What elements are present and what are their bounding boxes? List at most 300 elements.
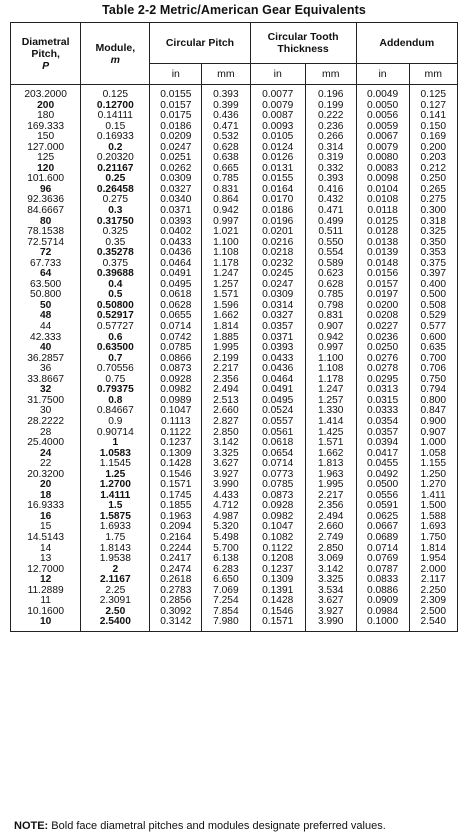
table-cell: 0.0170 <box>262 194 294 206</box>
table-cell: 0.1047 <box>160 405 192 417</box>
table-cell: 0.532 <box>213 131 239 143</box>
table-cell: 0.0714 <box>160 321 192 333</box>
table-cell: 0.57727 <box>96 321 134 333</box>
table-cell: 0.1082 <box>262 531 294 543</box>
table-cell: 1.813 <box>317 458 344 470</box>
table-cell: 0.318 <box>420 215 447 227</box>
table-cell: 0.0436 <box>160 247 192 259</box>
table-cell: 0.0785 <box>262 479 294 491</box>
table-cell: 0.0393 <box>262 342 294 354</box>
table-cell: 0.0049 <box>366 89 399 100</box>
table-cell: 1.500 <box>420 500 447 512</box>
table-cell: 92.3636 <box>27 194 65 206</box>
table-cell: 1.693 <box>420 521 447 533</box>
table-cell: 1.178 <box>213 257 239 269</box>
table-cell: 0.0315 <box>366 394 399 406</box>
table-cell: 0.0309 <box>262 289 294 301</box>
table-cell: 1.100 <box>213 236 239 248</box>
table-cell: 1.2700 <box>99 479 131 491</box>
table-cell: 2.356 <box>317 500 344 512</box>
table-cell: 0.222 <box>317 110 344 122</box>
table-cell: 33.8667 <box>27 373 65 385</box>
table-cell: 0.0175 <box>160 110 192 122</box>
table-cell: 0.3 <box>108 205 123 217</box>
table-cell: 0.0247 <box>160 141 192 153</box>
table-cell: 1.662 <box>213 310 239 322</box>
table-cell: 1.270 <box>420 479 447 491</box>
table-cell: 0.0108 <box>366 194 399 206</box>
unit-ad-in: in <box>356 64 409 85</box>
table-cell: 1.662 <box>317 447 344 459</box>
table-cell: 0.1855 <box>160 500 192 512</box>
table-cell: 0.1122 <box>262 542 293 554</box>
table-cell: 0.0524 <box>262 405 294 417</box>
table-cell: 0.864 <box>213 194 239 206</box>
table-cell: 0.0148 <box>366 257 399 269</box>
table-cell: 80 <box>39 215 52 227</box>
table-cell: 0.0556 <box>366 489 399 501</box>
table-cell: 18 <box>39 489 52 501</box>
table-cell: 1.100 <box>317 352 344 364</box>
table-cell: 2.749 <box>317 531 344 543</box>
table-cell: 0.436 <box>213 110 239 122</box>
table-cell: 0.0714 <box>366 542 399 554</box>
table-cell: 0.0402 <box>160 226 192 238</box>
table-cell: 10 <box>39 616 52 628</box>
table-cell: 0.785 <box>317 289 344 301</box>
table-cell: 0.31750 <box>96 215 134 227</box>
table-cell: 2 <box>112 563 119 575</box>
table-cell: 2.217 <box>317 489 344 501</box>
table-cell: 0.2783 <box>160 584 192 596</box>
table-cell: 0.2618 <box>160 574 192 586</box>
table-cell: 0.200 <box>420 141 447 153</box>
table-cell: 0.0464 <box>262 373 294 385</box>
table-cell: 1.963 <box>317 468 344 480</box>
table-cell: 3.990 <box>317 616 344 628</box>
table-cell: 2.50 <box>105 605 126 617</box>
table-cell: 96 <box>39 183 52 195</box>
table-cell: 25.4000 <box>27 437 65 449</box>
table-cell: 0.1122 <box>160 426 191 438</box>
table-cell: 2.500 <box>420 605 447 617</box>
table-cell: 2.25 <box>105 584 126 596</box>
table-cell: 1.5875 <box>99 510 131 522</box>
table-cell: 0.236 <box>317 120 344 132</box>
table-cell: 0.0125 <box>366 215 399 227</box>
table-cell: 0.0105 <box>262 131 294 143</box>
table-cell: 0.0186 <box>262 205 294 217</box>
table-cell: 15 <box>39 521 52 533</box>
table-cell: 11 <box>40 595 51 607</box>
table-cell: 14.5143 <box>27 531 65 543</box>
table-cell: 1.571 <box>213 289 239 301</box>
table-cell: 0.635 <box>420 342 447 354</box>
table-cell: 0.397 <box>420 268 447 280</box>
table-cell: 63.500 <box>30 278 62 290</box>
table-cell: 0.997 <box>213 215 239 227</box>
table-cell: 0.0295 <box>366 373 399 385</box>
table-cell: 0.0079 <box>262 99 294 111</box>
table-cell: 0.275 <box>420 194 447 206</box>
table-cell: 0.1391 <box>262 584 294 596</box>
table-cell: 0.21167 <box>97 162 134 174</box>
table-cell: 0.638 <box>213 152 239 164</box>
table-cell: 0.2 <box>108 141 123 153</box>
table-cell: 0.471 <box>213 120 239 132</box>
table-cell: 0.0139 <box>366 247 399 259</box>
table-cell: 0.798 <box>317 299 344 311</box>
table-cell: 7.980 <box>213 616 239 628</box>
table-cell: 0.0245 <box>262 268 294 280</box>
table-cell: 0.0080 <box>366 152 399 164</box>
table-cell: 0.7 <box>108 352 123 364</box>
table-cell: 0.16933 <box>96 131 134 143</box>
table-cell: 127.000 <box>27 141 65 153</box>
table-cell: 0.90714 <box>96 426 134 438</box>
table-cell: 0.628 <box>213 141 239 153</box>
table-cell: 0.0164 <box>262 183 294 195</box>
table-cell: 0.0138 <box>366 236 399 248</box>
table-cell: 0.125 <box>102 89 129 100</box>
table-cell: 0.1571 <box>262 616 294 628</box>
table-cell: 169.333 <box>27 120 65 132</box>
table-cell: 0.628 <box>317 278 344 290</box>
table-cell: 1.250 <box>420 468 447 480</box>
table-cell: 0.332 <box>317 162 344 174</box>
table-cell: 1.75 <box>105 531 126 543</box>
table-cell: 0.416 <box>317 183 344 195</box>
table-cell: 0.0278 <box>366 363 399 375</box>
table-cell: 0.0769 <box>366 553 399 565</box>
table-cell: 0.0067 <box>366 131 399 143</box>
table-cell: 0.0886 <box>366 584 399 596</box>
header-circular-pitch: Circular Pitch <box>150 23 250 64</box>
table-cell: 0.0785 <box>160 342 192 354</box>
table-cell: 0.942 <box>213 205 239 217</box>
table-cell: 0.0251 <box>160 152 192 164</box>
table-cell: 0.2164 <box>160 531 192 543</box>
table-cell: 0.1428 <box>160 458 192 470</box>
table-cell: 0.319 <box>317 152 344 164</box>
table-cell: 3.142 <box>317 563 344 575</box>
table-cell: 1 <box>112 437 119 449</box>
table-cell: 1.9538 <box>99 553 131 565</box>
table-cell: 0.0873 <box>160 363 192 375</box>
table-cell: 0.471 <box>317 205 344 217</box>
table-cell: 0.1000 <box>366 616 399 628</box>
table-cell: 0.35278 <box>96 247 134 259</box>
table-cell: 0.0495 <box>262 394 294 406</box>
table-cell: 101.600 <box>27 173 65 185</box>
table-cell: 0.907 <box>317 321 344 333</box>
table-cell: 84.6667 <box>27 205 65 217</box>
table-cell: 0.196 <box>317 89 344 100</box>
table-cell: 0.0126 <box>262 152 294 164</box>
table-cell: 0.1309 <box>160 447 192 459</box>
table-cell: 0.125 <box>420 89 447 100</box>
table-cell: 2.250 <box>420 584 447 596</box>
table-cell: 10.1600 <box>27 605 65 617</box>
table-cell: 0.0209 <box>160 131 192 143</box>
table-cell: 0.750 <box>420 373 447 385</box>
table-cell: 0.511 <box>318 226 344 238</box>
table-cell: 0.0131 <box>262 162 294 174</box>
table-cell: 0.794 <box>420 384 447 396</box>
table-cell: 0.0309 <box>160 173 192 185</box>
table-cell: 150 <box>37 131 55 143</box>
table-cell: 0.529 <box>420 310 447 322</box>
table-cell: 0.0773 <box>262 468 294 480</box>
table-cell: 0.907 <box>420 426 447 438</box>
unit-ad-mm: mm <box>409 64 457 85</box>
table-cell: 0.0155 <box>160 89 192 100</box>
table-cell: 0.6 <box>108 331 123 343</box>
table-cell: 72.5714 <box>27 236 65 248</box>
table-cell: 0.0989 <box>160 394 192 406</box>
table-cell: 0.0232 <box>262 257 294 269</box>
table-cell: 7.254 <box>213 595 239 607</box>
table-cell: 0.500 <box>420 289 447 301</box>
table-cell: 2.513 <box>213 394 239 406</box>
table-cell: 0.20320 <box>96 152 134 164</box>
table-cell: 0.0157 <box>366 278 399 290</box>
table-cell: 0.50800 <box>96 299 134 311</box>
table-cell: 1.178 <box>317 373 344 385</box>
table-cell: 11.2889 <box>27 584 64 596</box>
table-cell: 12.7000 <box>27 563 65 575</box>
table-cell: 7.854 <box>213 605 239 617</box>
table-cell: 0.375 <box>102 257 129 269</box>
table-cell: 1.000 <box>420 437 447 449</box>
table-cell: 0.70556 <box>96 363 134 375</box>
table-cell: 1.995 <box>317 479 344 491</box>
table-cell: 1.247 <box>317 384 344 396</box>
table-cell: 36 <box>39 363 52 375</box>
table-cell: 0.0873 <box>262 489 294 501</box>
table-cell: 0.550 <box>317 236 344 248</box>
table-cell: 0.26458 <box>96 183 134 195</box>
table-cell: 180 <box>37 110 55 122</box>
table-cell: 0.265 <box>420 183 447 195</box>
table-cell: 1.414 <box>317 415 344 427</box>
table-cell: 3.927 <box>213 468 239 480</box>
table-cell: 0.52917 <box>96 310 134 322</box>
note-text: Bold face diametral pitches and modules designate preferred values. <box>51 820 386 832</box>
table-cell: 44 <box>39 321 52 333</box>
table-cell: 125 <box>37 152 55 164</box>
table-cell: 16 <box>39 510 52 522</box>
table-cell: 2.660 <box>317 521 344 533</box>
table-cell: 0.0984 <box>366 605 399 617</box>
table-cell: 6.138 <box>213 553 239 565</box>
table-cell: 0.1963 <box>160 510 192 522</box>
table-cell: 0.0928 <box>262 500 294 512</box>
table-cell: 200 <box>37 99 55 111</box>
table-cell: 1.108 <box>213 247 239 259</box>
table-cell: 3.990 <box>213 479 239 491</box>
table-cell: 1.750 <box>420 531 447 543</box>
table-cell: 0.0218 <box>262 247 294 259</box>
table-cell: 0.1546 <box>160 468 192 480</box>
table-cell: 2.5400 <box>99 616 131 628</box>
table-cell: 0.266 <box>317 131 344 143</box>
table-cell: 0.1546 <box>262 605 294 617</box>
table-cell: 5.498 <box>213 531 239 543</box>
table-cell: 0.0371 <box>160 205 192 217</box>
table-cell: 0.15 <box>105 120 126 132</box>
table-cell: 2.1167 <box>100 574 131 586</box>
table-cell: 0.14111 <box>97 110 133 122</box>
table-cell: 0.0156 <box>366 268 399 280</box>
table-cell: 0.554 <box>317 247 344 259</box>
table-cell: 3.069 <box>317 553 344 565</box>
table-cell: 0.399 <box>213 99 239 111</box>
table-cell: 0.5 <box>108 289 123 301</box>
table-cell: 0.79375 <box>96 384 134 396</box>
table-cell: 0.0200 <box>366 299 399 311</box>
table-cell: 0.2417 <box>160 553 192 565</box>
header-module: Module, m <box>81 23 150 85</box>
table-cell: 0.0667 <box>366 521 399 533</box>
table-note <box>14 820 386 832</box>
table-cell: 28.2222 <box>27 415 65 427</box>
table-cell: 2.356 <box>213 373 239 385</box>
table-cell: 0.589 <box>317 257 344 269</box>
table-cell: 0.0059 <box>366 120 399 132</box>
table-cell: 0.0417 <box>366 447 399 459</box>
table-cell: 0.600 <box>420 331 447 343</box>
table-cell: 1.571 <box>317 437 344 449</box>
table-cell: 2.494 <box>317 510 344 522</box>
table-cell: 13 <box>39 553 52 565</box>
table-cell: 0.0455 <box>366 458 399 470</box>
table-cell: 36.2857 <box>27 352 65 364</box>
table-cell: 0.0333 <box>366 405 399 417</box>
table-cell: 0.0208 <box>366 310 399 322</box>
table-cell: 0.0186 <box>160 120 192 132</box>
table-cell: 2.000 <box>420 563 447 575</box>
table-cell: 0.0077 <box>262 89 294 100</box>
table-cell: 3.142 <box>213 437 239 449</box>
table-cell: 64 <box>39 268 52 280</box>
table-cell: 50.800 <box>30 289 62 301</box>
table-cell: 0.0155 <box>262 173 294 185</box>
table-cell: 32 <box>39 384 52 396</box>
table-cell: 0.0087 <box>262 110 294 122</box>
table-cell: 0.1428 <box>262 595 294 607</box>
table-cell: 0.0689 <box>366 531 399 543</box>
table-cell: 3.534 <box>317 584 344 596</box>
table-cell: 1.8143 <box>99 542 131 554</box>
table-cell: 0.141 <box>420 110 447 122</box>
table-cell: 0.0655 <box>160 310 192 322</box>
table-cell: 0.3092 <box>160 605 192 617</box>
table-cell: 0.0357 <box>366 426 399 438</box>
table-cell: 1.1545 <box>99 458 131 470</box>
table-cell: 0.250 <box>420 173 447 185</box>
table-cell: 50 <box>39 299 52 311</box>
table-cell: 0.0327 <box>160 183 192 195</box>
col-addendum-in <box>356 85 409 632</box>
table-cell: 0.2474 <box>160 563 192 575</box>
table-cell: 3.627 <box>213 458 239 470</box>
table-cell: 0.0714 <box>262 458 294 470</box>
table-body-row <box>11 85 458 632</box>
table-cell: 120 <box>37 162 55 174</box>
table-cell: 0.0909 <box>366 595 399 607</box>
table-cell: 0.0124 <box>262 141 294 153</box>
unit-cp-in: in <box>150 64 202 85</box>
table-cell: 0.0742 <box>160 331 192 343</box>
header-tooth-thickness: Circular Tooth Thickness <box>250 23 356 64</box>
table-cell: 1.411 <box>420 489 446 501</box>
table-cell: 0.0371 <box>262 331 294 343</box>
table-cell: 3.927 <box>317 605 344 617</box>
table-cell: 1.108 <box>317 363 344 375</box>
table-cell: 0.2094 <box>160 521 192 533</box>
table-cell: 0.275 <box>102 194 129 206</box>
table-cell: 28 <box>39 426 52 438</box>
table-cell: 0.942 <box>317 331 344 343</box>
table-cell: 1.6933 <box>99 521 131 533</box>
table-cell: 0.0787 <box>366 563 399 575</box>
table-cell: 2.850 <box>317 542 344 554</box>
table-cell: 20.3200 <box>27 468 65 480</box>
table-cell: 0.12700 <box>96 99 134 111</box>
table-cell: 1.596 <box>213 299 239 311</box>
table-cell: 0.3142 <box>160 616 192 628</box>
table-cell: 0.0093 <box>262 120 294 132</box>
table-cell: 1.155 <box>420 458 447 470</box>
table-cell: 0.9 <box>108 415 123 427</box>
table-cell: 2.199 <box>213 352 239 364</box>
table-cell: 0.203 <box>420 152 447 164</box>
table-cell: 0.0557 <box>262 415 294 427</box>
table-cell: 0.0982 <box>262 510 294 522</box>
table-cell: 0.75 <box>105 373 126 385</box>
table-cell: 7.069 <box>213 584 239 596</box>
table-cell: 0.1113 <box>160 415 191 427</box>
table-cell: 0.0433 <box>262 352 294 364</box>
table-cell: 2.217 <box>213 363 239 375</box>
table-cell: 0.169 <box>420 131 447 143</box>
table-cell: 0.0591 <box>366 500 399 512</box>
table-cell: 1.0583 <box>99 447 131 459</box>
table-cell: 0.0354 <box>366 415 399 427</box>
table-cell: 0.35 <box>105 236 126 248</box>
col-addendum-mm <box>409 85 457 632</box>
table-cell: 0.0340 <box>160 194 192 206</box>
unit-tt-mm: mm <box>305 64 356 85</box>
table-cell: 0.8 <box>108 394 123 406</box>
table-cell: 0.0833 <box>366 574 399 586</box>
table-cell: 0.0314 <box>262 299 294 311</box>
table-cell: 1.5 <box>108 500 123 512</box>
table-cell: 0.375 <box>420 257 447 269</box>
table-cell: 1.257 <box>213 278 239 290</box>
table-cell: 31.7500 <box>27 394 65 406</box>
table-cell: 0.0500 <box>366 479 399 491</box>
table-cell: 0.4 <box>108 278 123 290</box>
table-cell: 0.0464 <box>160 257 192 269</box>
table-cell: 0.0098 <box>366 173 399 185</box>
col-tooth-thickness-mm <box>305 85 356 632</box>
table-cell: 0.1237 <box>160 437 192 449</box>
table-cell: 0.0618 <box>160 289 192 301</box>
table-cell: 16.9333 <box>27 500 65 512</box>
table-cell: 1.058 <box>420 447 447 459</box>
